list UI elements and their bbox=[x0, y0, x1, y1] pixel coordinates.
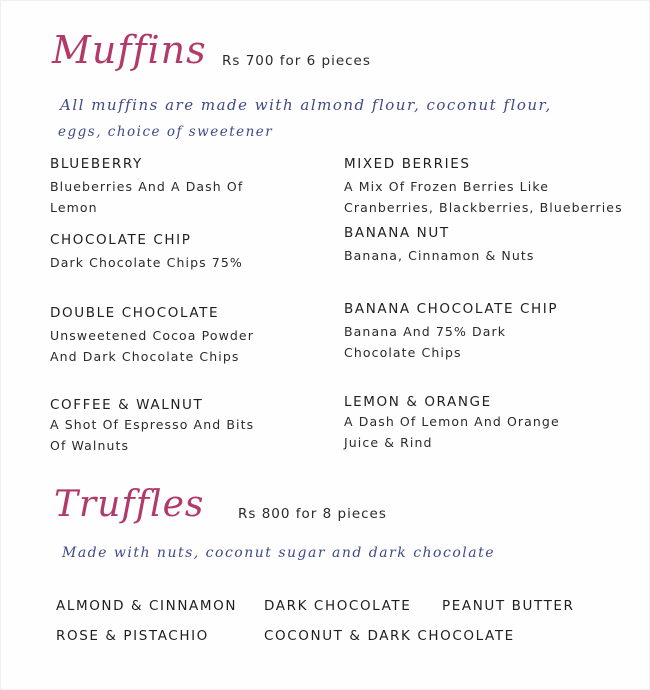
truffles-title: Truffles bbox=[54, 484, 205, 525]
muffins-title: Muffins bbox=[52, 28, 207, 72]
muffin-item bbox=[50, 155, 320, 218]
muffin-desc-line: Juice & Rind bbox=[344, 435, 433, 450]
truffle-item: ROSE & PISTACHIO bbox=[56, 628, 209, 644]
muffin-name: COFFEE & WALNUT bbox=[50, 397, 204, 413]
muffin-desc bbox=[344, 245, 614, 266]
muffin-item bbox=[344, 393, 614, 453]
muffin-item bbox=[50, 304, 320, 367]
muffin-item bbox=[50, 231, 320, 273]
muffin-name: BANANA NUT bbox=[344, 225, 450, 241]
muffin-desc-line: Of Walnuts bbox=[50, 438, 130, 453]
muffin-desc-line: A Shot Of Espresso And Bits bbox=[50, 417, 255, 432]
muffins-note-line1: All muffins are made with almond flour, coconut flour, bbox=[60, 96, 552, 114]
muffin-name: MIXED BERRIES bbox=[344, 156, 471, 172]
muffin-desc bbox=[50, 325, 320, 367]
muffin-desc bbox=[50, 176, 320, 218]
muffin-name: LEMON & ORANGE bbox=[344, 394, 492, 410]
truffle-item: PEANUT BUTTER bbox=[442, 598, 575, 614]
muffins-note-line2: eggs, choice of sweetener bbox=[58, 124, 274, 140]
muffin-desc-line: And Dark Chocolate Chips bbox=[50, 349, 240, 364]
muffin-name: CHOCOLATE CHIP bbox=[50, 232, 192, 248]
muffin-name: DOUBLE CHOCOLATE bbox=[50, 305, 220, 321]
truffles-price: Rs 800 for 8 pieces bbox=[238, 506, 387, 522]
truffle-item: ALMOND & CINNAMON bbox=[56, 598, 238, 614]
truffles-note: Made with nuts, coconut sugar and dark chocolate bbox=[62, 545, 495, 561]
muffin-item bbox=[344, 224, 614, 266]
muffin-item bbox=[344, 155, 634, 218]
muffin-desc-line: Dark Chocolate Chips 75% bbox=[50, 255, 243, 270]
muffin-desc bbox=[344, 176, 634, 218]
muffin-desc-line: A Dash Of Lemon And Orange bbox=[344, 414, 560, 429]
muffin-desc bbox=[50, 414, 320, 456]
muffin-item bbox=[344, 300, 614, 363]
muffin-desc-line: Chocolate Chips bbox=[344, 345, 462, 360]
muffin-desc bbox=[344, 411, 614, 453]
muffins-price: Rs 700 for 6 pieces bbox=[222, 53, 371, 69]
muffin-desc-line: Blueberries And A Dash Of bbox=[50, 179, 244, 194]
muffin-name: BANANA CHOCOLATE CHIP bbox=[344, 301, 559, 317]
muffin-name: BLUEBERRY bbox=[50, 156, 143, 172]
muffin-desc-line: Unsweetened Cocoa Powder bbox=[50, 328, 254, 343]
muffin-desc-line: Lemon bbox=[50, 200, 98, 215]
muffin-desc bbox=[50, 252, 320, 273]
truffle-item: DARK CHOCOLATE bbox=[264, 598, 412, 614]
muffin-desc bbox=[344, 321, 614, 363]
muffin-desc-line: Banana, Cinnamon & Nuts bbox=[344, 248, 535, 263]
muffin-desc-line: A Mix Of Frozen Berries Like bbox=[344, 179, 550, 194]
muffin-item bbox=[50, 396, 320, 456]
muffin-desc-line: Banana And 75% Dark bbox=[344, 324, 507, 339]
muffin-desc-line: Cranberries, Blackberries, Blueberries bbox=[344, 200, 623, 215]
truffle-item: COCONUT & DARK CHOCOLATE bbox=[264, 628, 515, 644]
